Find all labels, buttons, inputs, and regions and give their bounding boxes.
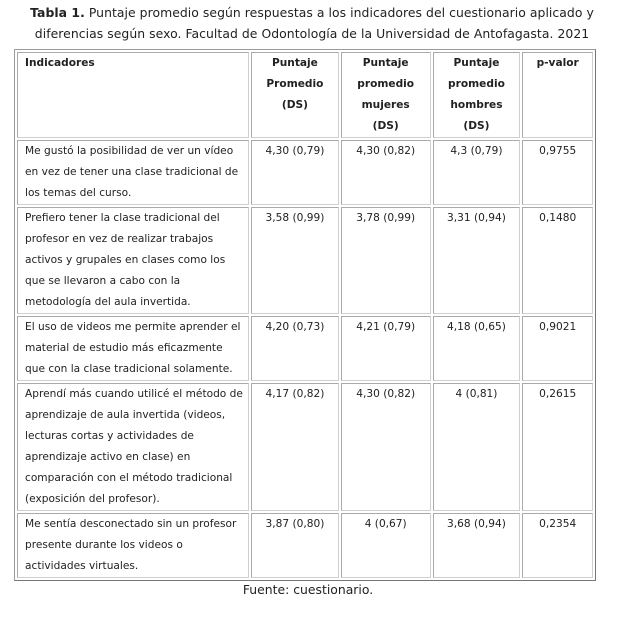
cell-puntaje-mujeres: 4 (0,67) [341,513,431,578]
caption-text: Puntaje promedio según respuestas a los indicadores del cuestionario aplicado y diferencias según sexo. Facultad de Odontología de la Universidad de Antofagasta. 2021 [34,5,594,41]
header-puntaje-hombres: Puntaje promedio hombres (DS) [433,52,521,138]
table-row [17,513,593,578]
cell-puntaje-hombres: 4,18 (0,65) [433,316,521,381]
cell-p-valor: 0,2615 [522,383,593,511]
cell-p-valor: 0,9755 [522,140,593,205]
table-source: Fuente: cuestionario. [242,582,374,597]
cell-indicator: Aprendí más cuando utilicé el método de aprendizaje de aula invertida (videos, lecturas cortas y actividades de aprendizaje activo en clase) en comparación con el método tradicional (exposición del profesor). [17,383,249,511]
header-p-valor: p-valor [522,52,593,138]
cell-puntaje-hombres: 4 (0,81) [433,383,521,511]
cell-puntaje-promedio: 3,58 (0,99) [251,207,339,314]
cell-puntaje-promedio: 4,20 (0,73) [251,316,339,381]
cell-puntaje-mujeres: 4,21 (0,79) [341,316,431,381]
table-row [17,383,593,511]
caption-label: Tabla 1. [30,5,85,20]
cell-indicator: Prefiero tener la clase tradicional del profesor en vez de realizar trabajos activos y grupales en clases como los que se llevaron a cabo con la metodología del aula invertida. [17,207,249,314]
table-row [17,140,593,205]
cell-puntaje-mujeres: 4,30 (0,82) [341,140,431,205]
cell-puntaje-hombres: 3,68 (0,94) [433,513,521,578]
results-table [14,49,596,581]
cell-p-valor: 0,1480 [522,207,593,314]
cell-p-valor: 0,9021 [522,316,593,381]
cell-puntaje-promedio: 4,30 (0,79) [251,140,339,205]
table-row [17,316,593,381]
cell-indicator: Me sentía desconectado sin un profesor presente durante los videos o actividades virtuales. [17,513,249,578]
cell-puntaje-promedio: 3,87 (0,80) [251,513,339,578]
cell-puntaje-hombres: 3,31 (0,94) [433,207,521,314]
header-row [17,52,593,138]
cell-indicator: El uso de videos me permite aprender el material de estudio más eficazmente que con la clase tradicional solamente. [17,316,249,381]
cell-puntaje-mujeres: 3,78 (0,99) [341,207,431,314]
cell-p-valor: 0,2354 [522,513,593,578]
header-indicadores: Indicadores [17,52,249,138]
header-puntaje-mujeres: Puntaje promedio mujeres (DS) [341,52,431,138]
cell-puntaje-hombres: 4,3 (0,79) [433,140,521,205]
table-caption [8,2,616,44]
table-row [17,207,593,314]
cell-puntaje-promedio: 4,17 (0,82) [251,383,339,511]
cell-puntaje-mujeres: 4,30 (0,82) [341,383,431,511]
cell-indicator: Me gustó la posibilidad de ver un vídeo en vez de tener una clase tradicional de los temas del curso. [17,140,249,205]
header-puntaje-promedio: Puntaje Promedio (DS) [251,52,339,138]
